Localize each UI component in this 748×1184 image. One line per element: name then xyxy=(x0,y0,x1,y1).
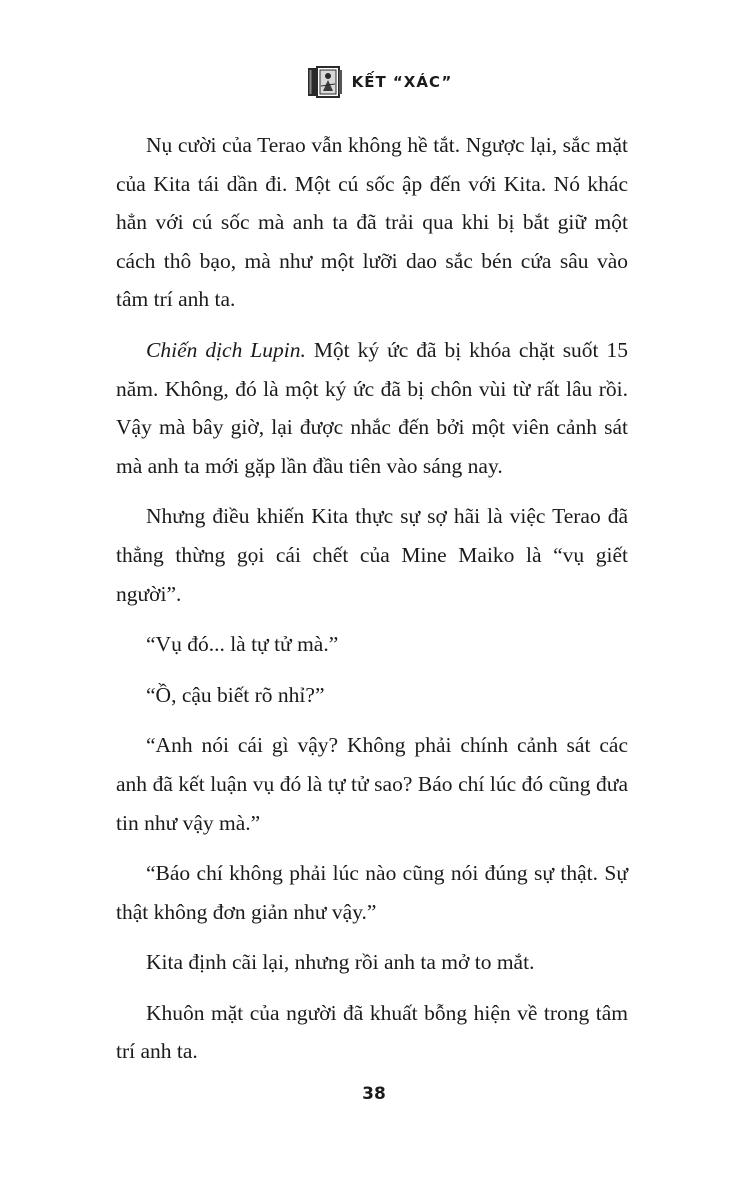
running-header xyxy=(0,62,748,102)
italic-phrase: Chiến dịch Lupin. xyxy=(146,337,306,362)
running-header-title: KẾT “XÁC” xyxy=(351,73,453,91)
paragraph xyxy=(116,331,628,485)
page-number: 38 xyxy=(362,1084,386,1104)
paragraph: Nụ cười của Terao vẫn không hề tắt. Ngược lại, sắc mặt của Kita tái dần đi. Một cú sốc ập đến với Kita. Nó khác hẳn với cú sốc mà anh ta đã trải qua khi bị bắt giữ một cách thô bạo, mà như một lưỡi dao sắc bén cứa sâu vào tâm trí anh ta. xyxy=(116,133,628,312)
book-title-logo-icon xyxy=(306,64,344,100)
running-header-inner xyxy=(306,64,453,100)
paragraph: “Ồ, cậu biết rõ nhỉ?” xyxy=(146,682,325,707)
paragraph: “Báo chí không phải lúc nào cũng nói đúng sự thật. Sự thật không đơn giản như vậy.” xyxy=(116,861,628,924)
paragraph: Khuôn mặt của người đã khuất bỗng hiện về trong tâm trí anh ta. xyxy=(116,1000,628,1064)
paragraph-text: Một ký ức đã bị khóa chặt suốt 15 năm. Không, đó là một ký ức đã bị chôn vùi từ rất lâu rồi. Vậy mà bây giờ, lại được nhắc đến bởi một viên cảnh sát mà anh ta mới gặp lần đầu tiên vào sáng nay. xyxy=(116,337,628,478)
paragraph: Nhưng điều khiến Kita thực sự sợ hãi là việc Terao đã thẳng thừng gọi cái chết của Mine Maiko là “vụ giết người”. xyxy=(116,504,628,606)
page-body xyxy=(116,126,628,1083)
paragraph: Kita định cãi lại, nhưng rồi anh ta mở to mắt. xyxy=(146,950,535,975)
paragraph: “Anh nói cái gì vậy? Không phải chính cảnh sát các anh đã kết luận vụ đó là tự tử sao? Báo chí lúc đó cũng đưa tin như vậy mà.” xyxy=(116,733,628,835)
paragraph: “Vụ đó... là tự tử mà.” xyxy=(146,632,339,657)
